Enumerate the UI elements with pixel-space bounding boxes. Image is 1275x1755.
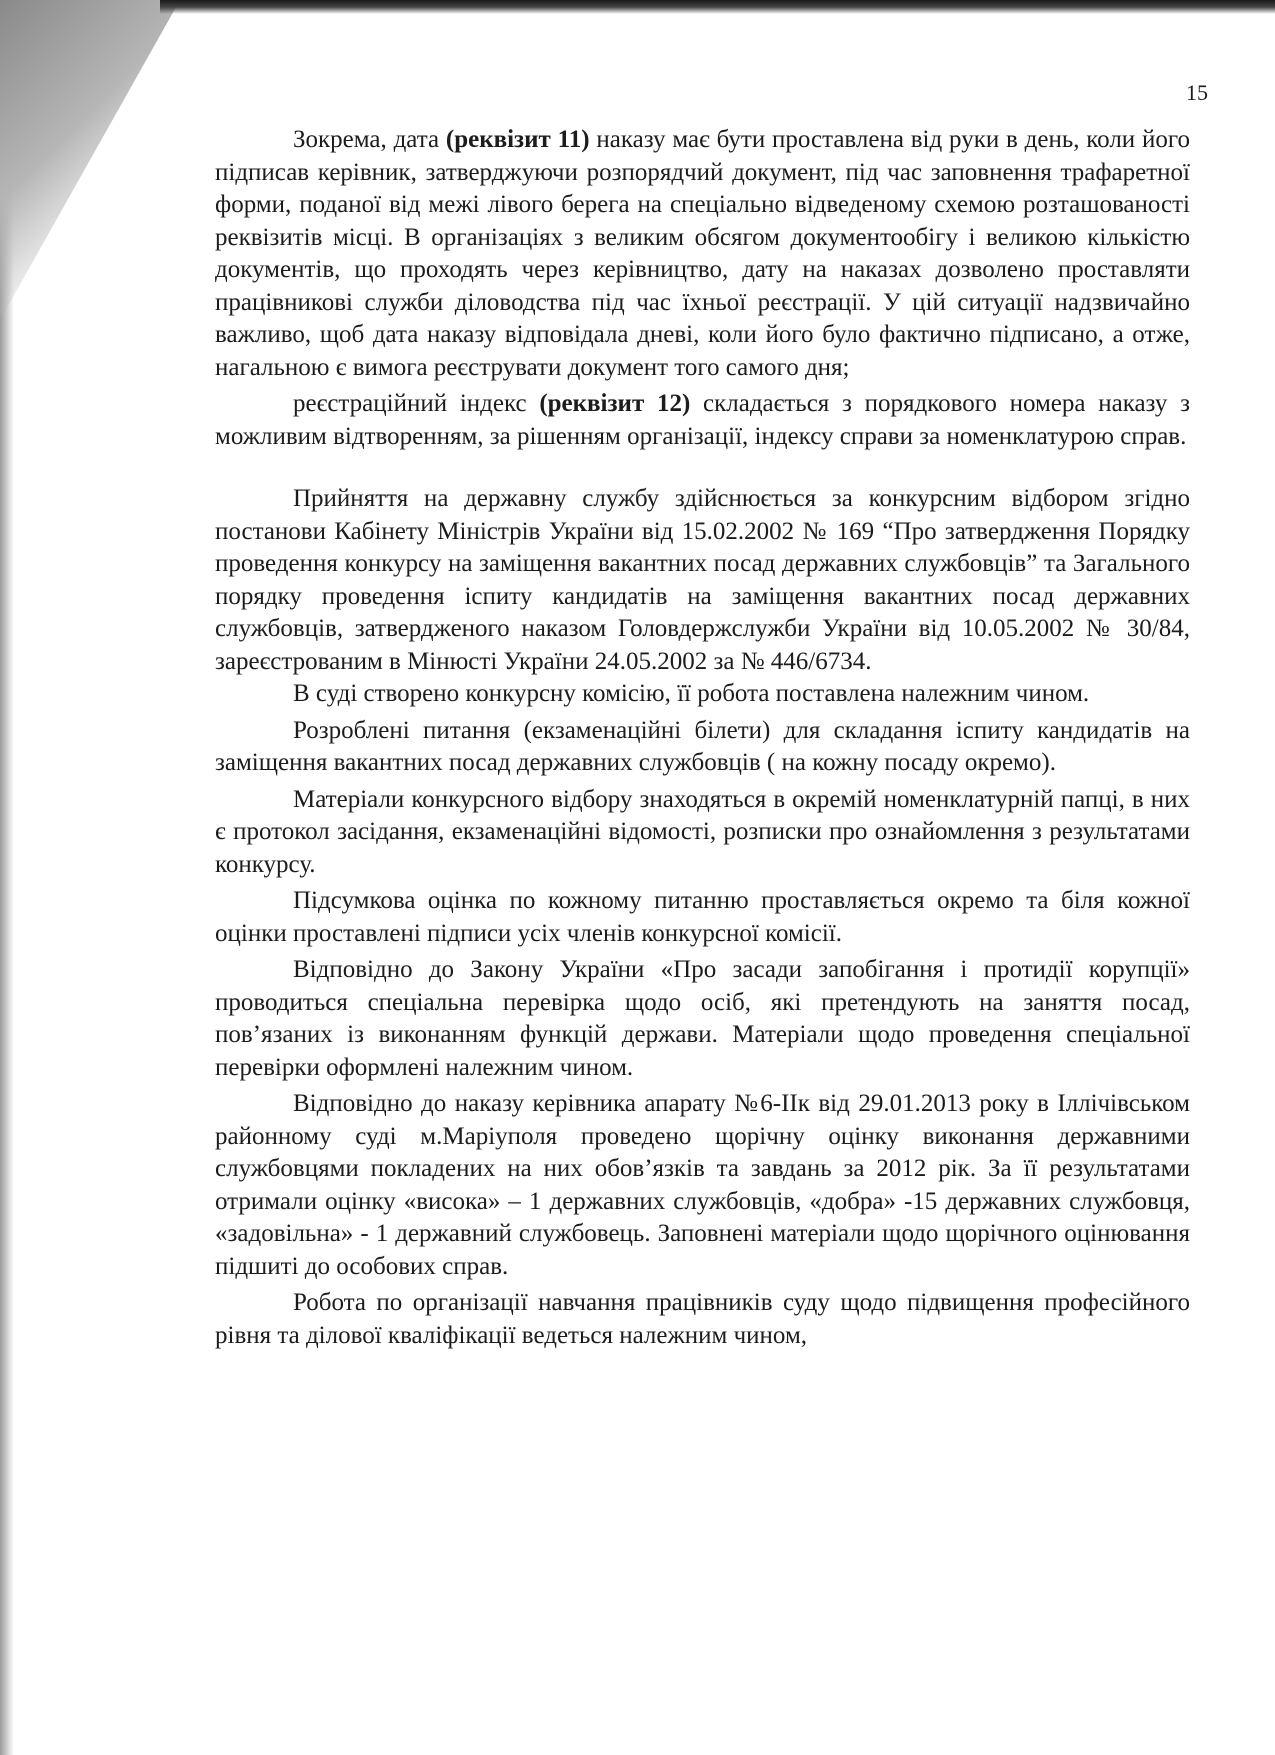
paragraph-text: наказу має бути проставлена від руки в день, коли його підписав керівник, затверджуючи розпорядчий документ, під час заповнення трафаретної форми, поданої від межі лівого берега на спеціально відведеному схемою розташованості реквізитів місці. В організаціях з великим обсягом документообігу і великою кількістю документів, що проходять через керівництво, дату на наказах дозволено проставляти працівникові служби діловодства під час їхньої реєстрації. У цій ситуації надзвичайно важливо, щоб дата наказу відповідала дневі, коли його було фактично підписано, а отже, нагальною є вимога реєструвати документ того самого дня; xyxy=(215,126,1190,381)
paragraph-registration-index xyxy=(215,388,1190,453)
bold-requisite-label: (реквізит 12) xyxy=(539,390,691,417)
paragraph-annual-evaluation xyxy=(215,1088,1190,1283)
paragraph-text: Підсумкова оцінка по кожному питанню проставляється окремо та біля кожної оцінки проставлені підписи усіх членів конкурсної комісії. xyxy=(215,887,1190,947)
paragraph-text: В суді створено конкурсну комісію, її робота поставлена належним чином. xyxy=(293,680,1090,707)
paragraph-text: Зокрема, дата xyxy=(293,126,446,153)
paragraph-anticorruption-check xyxy=(215,954,1190,1084)
page-number: 15 xyxy=(1186,80,1208,105)
paragraph-text: Відповідно до Закону України «Про засади запобігання і протидії корупції» проводиться спеціальна перевірка щодо осіб, які претендують на заняття посад, пов’язаних із виконанням функцій держави. Матеріали щодо проведення спеціальної перевірки оформлені належним чином. xyxy=(215,956,1190,1081)
paragraph-text: Прийняття на державну службу здійснюється за конкурсним відбором згідно постанови Кабінету Міністрів України від 15.02.2002 № 169 “Про затвердження Порядку проведення конкурсу на заміщення вакантних посад державних службовців” та Загального порядку проведення іспиту кандидатів на заміщення вакантних посад державних службовців, затвердженого наказом Головдержслужби України від 10.05.2002 № 30/84, зареєстрованим в Мінюсті України 24.05.2002 за № 446/6734. xyxy=(215,485,1190,675)
document-body xyxy=(215,124,1190,1352)
paragraph-text: Матеріали конкурсного відбору знаходяться в окремій номенклатурній папці, в них є протокол засідання, екзаменаційні відомості, розписки про ознайомлення з результатами конкурсу. xyxy=(215,785,1190,878)
paragraph-text: реєстраційний індекс xyxy=(293,390,540,417)
paragraph-date-requisite xyxy=(215,124,1190,384)
bold-requisite-label: (реквізит 11) xyxy=(445,126,590,153)
paragraph-text: складається з порядкового номера наказу з можливим відтворенням, за рішенням організації, індексу справи за номенклатурою справ. xyxy=(215,390,1191,450)
paragraph-final-assessment xyxy=(215,885,1190,950)
paragraph-text: Розроблені питання (екзаменаційні білети) для складання іспиту кандидатів на заміщення вакантних посад державних службовців ( на кожну посаду окремо). xyxy=(215,716,1190,776)
paragraph-competition-commission xyxy=(215,678,1190,711)
paragraph-civil-service-hiring xyxy=(215,483,1190,678)
paragraph-exam-questions xyxy=(215,715,1190,780)
paragraph-staff-training xyxy=(215,1287,1190,1352)
scan-top-edge xyxy=(160,0,1275,14)
paragraph-text: Робота по організації навчання працівників суду щодо підвищення професійного рівня та ділової кваліфікації ведеться належним чином, xyxy=(215,1289,1190,1349)
paragraph-text: Відповідно до наказу керівника апарату №6-ІІк від 29.01.2013 року в Іллічівськом районному суді м.Маріуполя проведено щорічну оцінку виконання державними службовцями покладених на них обов’язків та завдань за 2012 рік. За її результатами отримали оцінку «висока» – 1 державних службовців, «добра» -15 державних службовця, «задовільна» - 1 державний службовець. Заповнені матеріали щодо щорічного оцінювання підшиті до особових справ. xyxy=(215,1090,1190,1280)
scan-folded-corner xyxy=(0,0,180,320)
paragraph-selection-materials xyxy=(215,784,1190,882)
